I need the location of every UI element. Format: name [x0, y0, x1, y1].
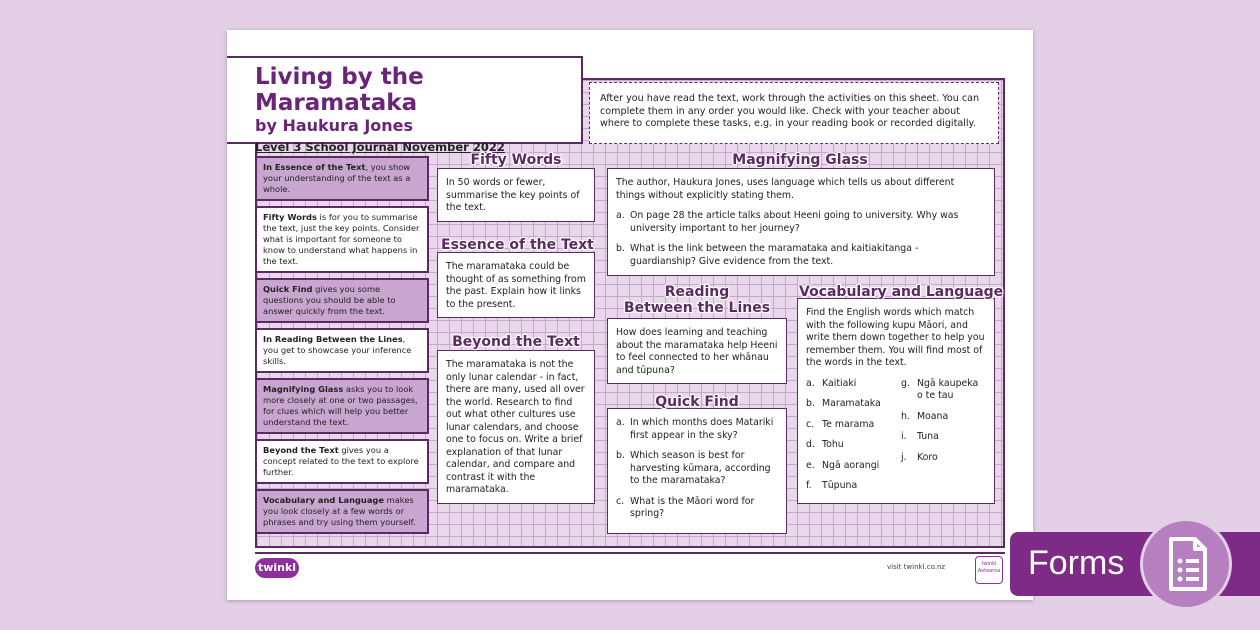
reading-between-heading: Reading Between the Lines	[623, 284, 771, 316]
magnifying-questions	[616, 210, 986, 268]
quick-find-questions	[616, 417, 778, 521]
quick-find-heading: Quick Find	[655, 394, 739, 410]
vocabulary-lists	[806, 378, 986, 501]
vocabulary-column-2	[901, 378, 986, 501]
beyond-heading: Beyond the Text	[452, 334, 580, 350]
list-item: b. Which season is best for harvesting kūmara, according to the maramataka?	[616, 450, 771, 486]
vocabulary-column-1	[806, 378, 901, 501]
fifty-words-panel	[437, 168, 595, 222]
sidebar-item-vocabulary: Vocabulary and Language makes you look closely at a few words or phrases and try using them yourself.	[255, 489, 429, 534]
worksheet	[227, 30, 1033, 600]
title-box	[227, 56, 583, 154]
beyond-panel	[437, 350, 595, 504]
vocabulary-heading: Vocabulary and Language	[799, 284, 1004, 300]
vocabulary-panel	[797, 298, 995, 504]
forms-label: Forms	[1028, 544, 1125, 582]
sidebar-item-magnifying: Magnifying Glass asks you to look more closely at one or two passages, for clues which will help you better understand the text.	[255, 378, 429, 434]
list-item: g. Ngā kaupeka o te tau	[900, 377, 979, 401]
list-item: d. Tohu	[806, 439, 844, 450]
list-item: a. On page 28 the article talks about Heeni going to university. Why was university important to her journey?	[616, 210, 959, 234]
list-item: j. Koro	[900, 451, 938, 463]
instructions-box: After you have read the text, work through the activities on this sheet. You can complete them in any order you would like. Check with your teacher about where to complete these tasks, e.g. in your reading book or recorded digitally.	[589, 82, 999, 144]
quick-find-panel	[607, 408, 787, 534]
author-subtitle: by Haukura Jones	[255, 116, 414, 135]
sidebar-item-beyond: Beyond the Text gives you a concept related to the text to explore further.	[255, 439, 429, 484]
magnifying-panel	[607, 168, 995, 276]
twinkl-logo: twinkl	[255, 558, 299, 578]
twinkl-badge: twinkl Aotearoa	[975, 556, 1003, 584]
list-item: c. Te marama	[806, 418, 875, 430]
sidebar-item-reading-between: In Reading Between the Lines, you get to showcase your inference skills.	[255, 328, 429, 373]
essence-panel	[437, 252, 595, 318]
fifty-words-heading: Fifty Words	[470, 152, 562, 168]
reading-between-panel	[607, 318, 787, 384]
page-title: Living by the Maramataka	[255, 64, 424, 116]
magnifying-intro: The author, Haukura Jones, uses language which tells us about different things without explicitly stating them.	[616, 177, 955, 201]
vocabulary-intro: Find the English words which match with the following kupu Māori, and write them down together to help you remember them. You will find most of the words in the text.	[806, 307, 985, 368]
list-item: f. Tūpuna	[806, 480, 858, 491]
list-item: b. Maramataka	[806, 398, 881, 409]
sidebar	[255, 156, 429, 539]
list-item: i. Tuna	[900, 431, 939, 442]
list-item: c. What is the Māori word for spring?	[616, 495, 755, 519]
sidebar-item-essence: In Essence of the Text, you show your understanding of the text as a whole.	[255, 156, 429, 201]
journal-level: Level 3 School Journal November 2022	[255, 140, 505, 154]
fifty-words-text: In 50 words or fewer, summarise the key points of the text.	[446, 177, 580, 213]
footer-divider	[255, 552, 1005, 554]
essence-heading: Essence of the Text	[441, 237, 594, 253]
list-item: h. Moana	[900, 410, 949, 422]
magnifying-heading: Magnifying Glass	[732, 152, 868, 168]
beyond-text: The maramataka is not the only lunar calendar - in fact, there are many, used all over the world. Research to find out what other cultures use lunar calendars, and choose one to focus on. Write a brief explanation of that lunar calendar, and compare and contrast it with the maramataka.	[446, 359, 585, 495]
list-item: b. What is the link between the maramataka and kaitiakitanga - guardianship? Give evidence from the text.	[616, 243, 919, 267]
sidebar-item-quick-find: Quick Find gives you some questions you should be able to answer quickly from the text.	[255, 278, 429, 323]
list-item: a. Kaitiaki	[806, 377, 857, 389]
reading-between-text: How does learning and teaching about the maramataka help Heeni to feel connected to her whānau and tūpuna?	[616, 327, 778, 376]
visit-link[interactable]: visit twinkl.co.nz	[887, 563, 946, 571]
list-item: e. Ngā aorangi	[806, 459, 880, 471]
sidebar-item-fifty-words: Fifty Words is for you to summarise the text, just the key points. Consider what is important for someone to know to understand what happens in the text.	[255, 206, 429, 273]
list-item: a. In which months does Matariki first appear in the sky?	[616, 417, 774, 441]
form-document-icon	[1140, 518, 1232, 610]
essence-text: The maramataka could be thought of as something from the past. Explain how it links to the present.	[446, 261, 586, 310]
